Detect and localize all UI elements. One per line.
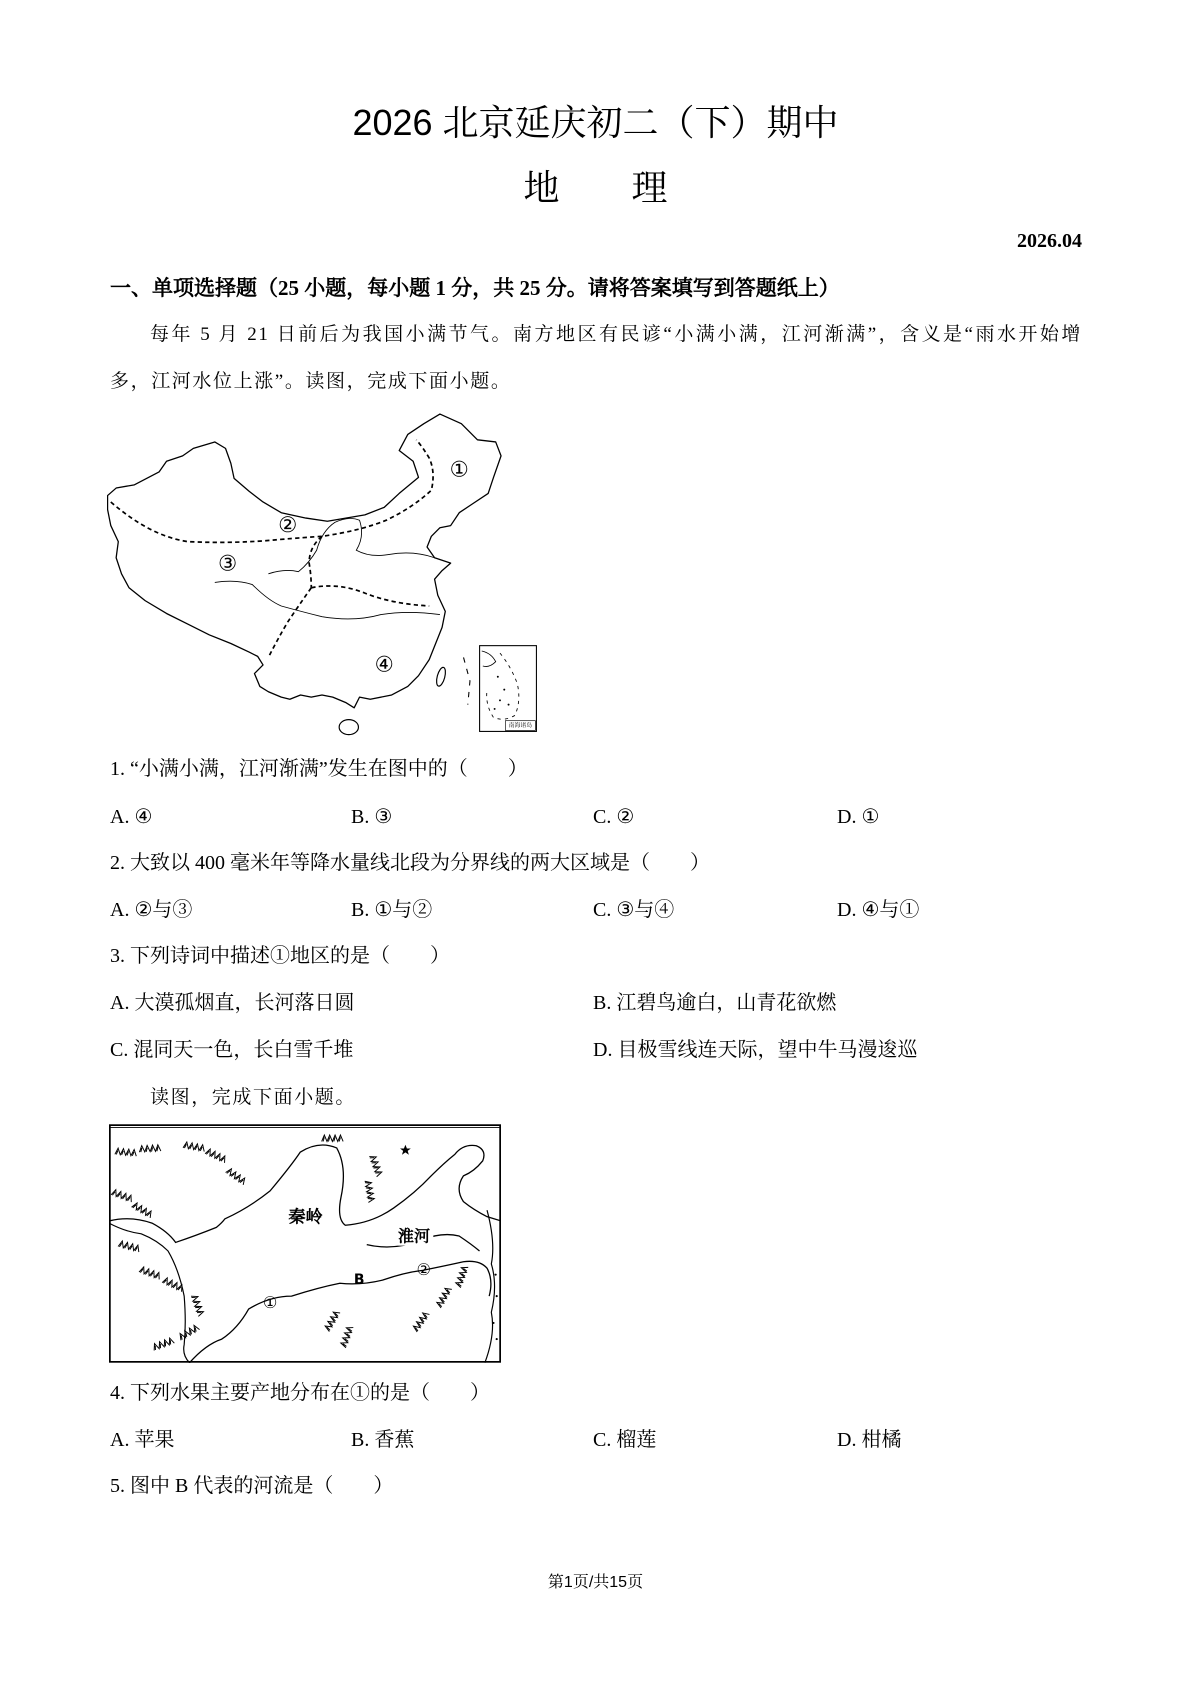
inset-island [503,689,505,691]
page-footer: 第1页/共15页 [547,1574,644,1591]
inset-island [494,708,496,710]
region-label-2: ② [278,513,298,539]
question-5-stem: 5. 图中 B 代表的河流是（ ） [110,1475,394,1497]
label-river-b: B [353,1272,365,1289]
exam-title: 2026 北京延庆初二（下）期中 [352,102,839,143]
inset-label: 南海诸岛 [508,722,533,729]
coastal-island [496,1338,498,1340]
question-4-option-c: C. 榴莲 [593,1429,657,1451]
boundary-tibet-north [309,536,322,587]
coastal-island [496,1295,498,1297]
question-4-stem: 4. 下列水果主要产地分布在①的是（ ） [110,1382,490,1404]
exam-date: 2026.04 [1017,230,1082,252]
question-4-option-a: A. 苹果 [110,1429,175,1451]
intro-passage: 每年 5 月 21 日前后为我国小满节气。南方地区有民谚“小满小满，江河渐满”，含义是“雨水开始增多，江河水位上涨”。读图，完成下面小题。 [110,324,1082,392]
question-1-option-c: C. ② [593,806,635,828]
label-qinling: 秦岭 [288,1207,323,1228]
question-1-stem: 1. “小满小满，江河渐满”发生在图中的（ ） [110,758,528,780]
inset-island [499,699,501,701]
inset-island [508,704,510,706]
yangtze-river [215,581,440,619]
label-area-1: ① [262,1293,278,1313]
map-frame [110,1125,500,1362]
coastal-island [495,1274,497,1276]
question-3-option-d: D. 目极雪线连天际，望中牛马漫逡巡 [593,1039,918,1061]
china-outline [108,414,501,708]
question-2-option-b: B. ①与② [351,899,433,921]
subject-title: 地 理 [523,167,668,208]
coastal-island [492,1322,494,1324]
question-1-option-b: B. ③ [351,806,393,828]
qinling-huaihe-map [109,1124,501,1363]
question-3-option-a: A. 大漠孤烟直，长河落日圆 [110,992,355,1014]
boundary-tibet-south [268,588,311,658]
region-label-4: ④ [374,652,394,678]
region-label-1: ① [449,457,469,483]
question-3-stem: 3. 下列诗词中描述①地区的是（ ） [110,945,450,967]
question-2-stem: 2. 大致以 400 毫米年等降水量线北段为分界线的两大区域是（ ） [110,852,710,874]
question-1-option-a: A. ④ [110,806,153,828]
question-3-option-b: B. 江碧鸟逾白，山青花欲燃 [593,992,837,1014]
coastal-dash-line [464,657,470,704]
inset-island [497,676,499,678]
label-huaihe: 淮河 [397,1226,431,1246]
region-label-3: ③ [218,551,238,577]
boundary-northwest [111,440,433,543]
hainan-island [339,720,358,735]
question-4-option-d: D. 柑橘 [837,1429,902,1451]
boundary-qinling-huaihe [311,586,429,606]
section-heading: 一、单项选择题（25 小题，每小题 1 分，共 25 分。请将答案填写到答题纸上） [110,276,840,300]
question-2-option-c: C. ③与④ [593,899,675,921]
label-area-2: ② [416,1259,431,1279]
south-china-sea-inset [480,646,537,732]
china-regions-map [107,413,537,740]
question-3-option-c: C. 混同天一色，长白雪千堆 [110,1039,354,1061]
map-instruction: 读图，完成下面小题。 [150,1087,357,1108]
question-4-option-b: B. 香蕉 [351,1429,415,1451]
question-2-option-d: D. ④与① [837,899,920,921]
question-1-option-d: D. ① [837,806,880,828]
taiwan-island [435,666,447,687]
question-2-option-a: A. ②与③ [110,899,193,921]
